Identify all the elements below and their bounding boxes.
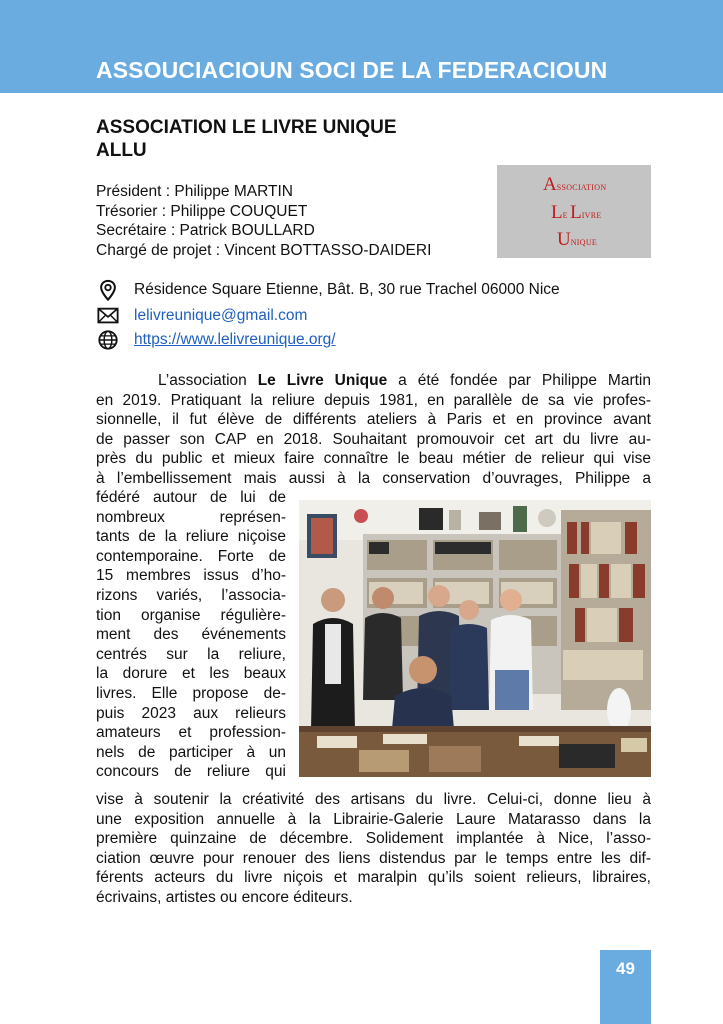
text-line: près du public et mieux faire connaître le beau métier de relieur qui vise xyxy=(96,450,651,468)
globe-icon xyxy=(96,329,120,351)
text-line: 15 membres issus d’ho- xyxy=(96,567,286,585)
location-pin-icon xyxy=(96,279,120,301)
text-line: ment des événements xyxy=(96,626,286,644)
website-link[interactable]: https://www.lelivreunique.org/ xyxy=(134,331,336,348)
section-title: ASSOUCIACIOUN SOCI DE LA FEDERACIOUN xyxy=(96,57,608,83)
contact-website xyxy=(96,329,336,351)
text-line: rizons variés, l’associa- xyxy=(96,586,286,604)
photo-illustration xyxy=(299,500,651,777)
header-banner xyxy=(0,0,723,93)
logo-line-le-livre: LE LIVRE xyxy=(551,202,602,223)
text-line: une exposition annuelle à la Librairie-Galerie Laure Matarasso dans la xyxy=(96,810,651,828)
officers-list xyxy=(96,182,431,260)
contact-email xyxy=(96,305,307,327)
text-line: vise à soutenir la créativité des artisans du livre. Celui-ci, donne lieu à xyxy=(96,791,651,808)
officer-project-manager: Chargé de projet : Vincent BOTTASSO-DAIDERI xyxy=(96,241,432,259)
group-photo xyxy=(299,500,651,777)
text-line: amateurs et profession- xyxy=(96,724,286,742)
association-acronym: ALLU xyxy=(96,140,147,161)
text-line: concours de reliure qui xyxy=(96,763,286,781)
text-line: fédéré autour de lui de xyxy=(96,489,286,506)
contact-address xyxy=(96,279,560,301)
text-line: puis 2023 aux relieurs xyxy=(96,704,286,722)
text-line: contemporaine. Forte de xyxy=(96,547,286,565)
description-paragraph-bottom xyxy=(96,790,651,908)
text-line: nombreux représen- xyxy=(96,508,286,526)
officer-secretary: Secrétaire : Patrick BOULLARD xyxy=(96,222,315,239)
description-paragraph-top xyxy=(96,371,651,489)
text-line: tion organise régulière- xyxy=(96,606,286,624)
email-link[interactable]: lelivreunique@gmail.com xyxy=(134,307,308,324)
association-logo xyxy=(497,165,651,258)
association-title xyxy=(96,116,397,162)
text-line: livres. Elle propose de- xyxy=(96,684,286,702)
text-line: férents acteurs du livre niçois et maralpin qu’ils soient relieurs, libraires, xyxy=(96,869,651,887)
page-number: 49 xyxy=(616,959,635,978)
officer-treasurer: Trésorier : Philippe COUQUET xyxy=(96,202,308,220)
text-line: L’association Le Livre Unique a été fondée par Philippe Martin xyxy=(158,372,651,389)
officer-president: Président : Philippe MARTIN xyxy=(96,183,293,200)
text-line: de passer son CAP en 2018. Souhaitant promouvoir cet art du livre au- xyxy=(96,430,651,448)
text-line: tants de la reliure niçoise xyxy=(96,528,286,546)
text-line: la dorure et les beaux xyxy=(96,665,286,683)
envelope-icon xyxy=(96,305,120,327)
logo-line-unique: UNIQUE xyxy=(557,229,598,250)
text-line: à l’embellissement mais aussi à la conservation d’ouvrages, Philippe a xyxy=(96,469,651,487)
text-line: centrés sur la reliure, xyxy=(96,645,286,663)
text-line: ciation œuvre pour renouer des liens distendus par le temps entre les dif- xyxy=(96,849,651,867)
text-line: écrivains, artistes ou encore éditeurs. xyxy=(96,888,353,906)
text-line: en 2019. Pratiquant la reliure depuis 1981, en parallèle de sa vie profes- xyxy=(96,391,651,409)
text-line: première quinzaine de décembre. Solidement implantée à Nice, l’asso- xyxy=(96,830,651,848)
text-line: nels de participer à un xyxy=(96,743,286,761)
association-name: ASSOCIATION LE LIVRE UNIQUE xyxy=(96,117,397,138)
description-column-left xyxy=(96,488,286,782)
association-name-bold: Le Livre Unique xyxy=(257,372,388,389)
logo-line-association: ASSOCIATION xyxy=(543,174,607,195)
page-number-tab xyxy=(600,950,651,1024)
text-line: sionnelle, il fut élève de différents ateliers à Paris et en province avant xyxy=(96,411,651,429)
address-text: Résidence Square Etienne, Bât. B, 30 rue Trachel 06000 Nice xyxy=(134,281,560,298)
